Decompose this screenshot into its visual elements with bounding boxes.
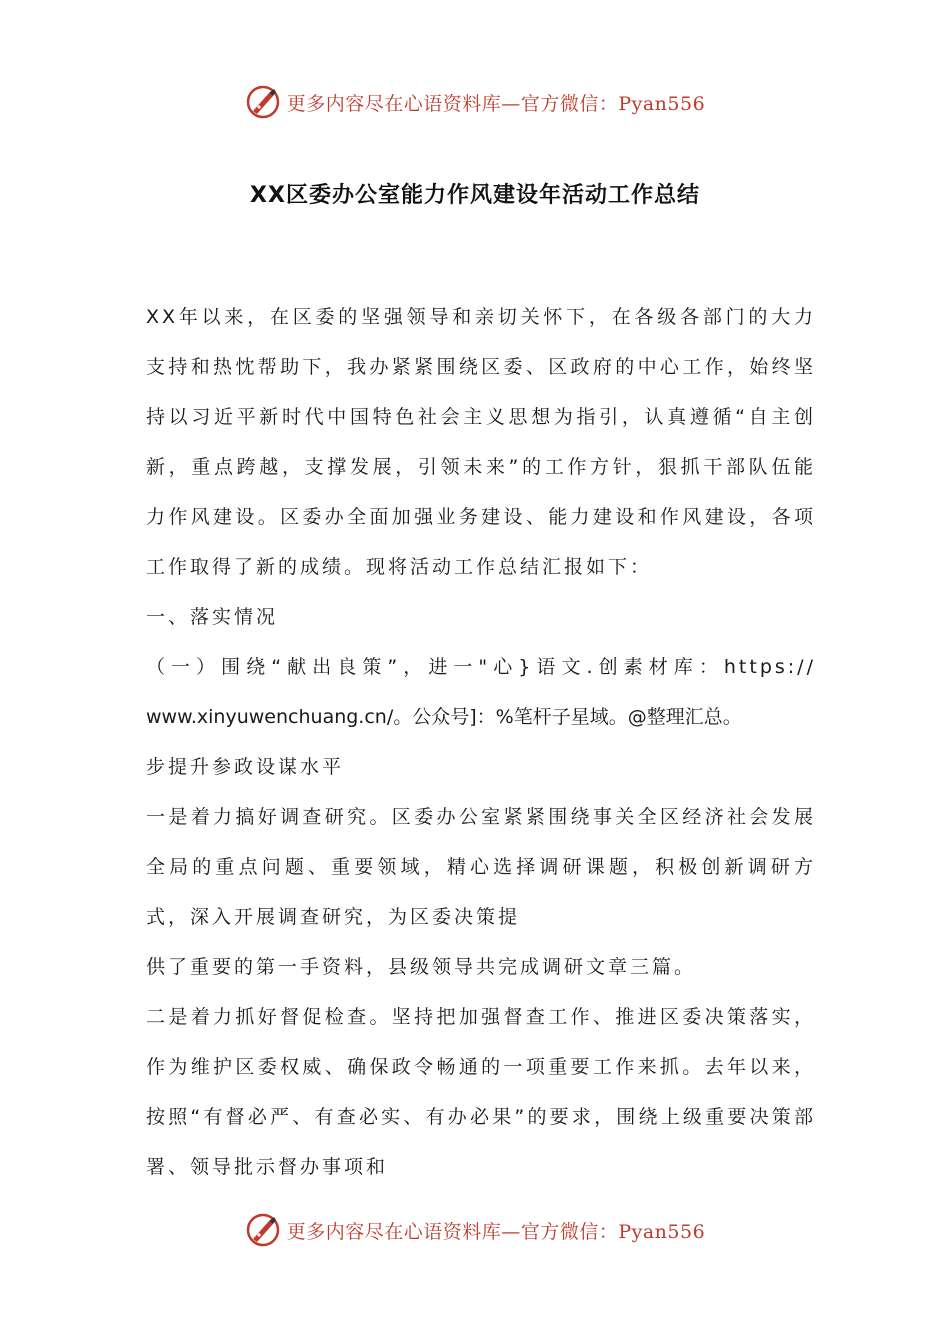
banner-text: 更多内容尽在心语资料库—官方微信：Pyan556 xyxy=(286,1220,706,1243)
section-heading: 一、落实情况 xyxy=(146,606,279,628)
document-title: XX区委办公室能力作风建设年活动工作总结 xyxy=(250,183,700,208)
header-banner xyxy=(0,80,950,124)
document-body xyxy=(146,292,816,1192)
paragraph-intro: XX年以来，在区委的坚强领导和亲切关怀下，在各级各部门的大力支持和热忱帮助下，我办紧紧围绕区委、区政府的中心工作，始终坚持以习近平新时代中国特色社会主义思想为指引，认真遵循“自主创新，重点跨越，支撑发展，引领未来”的工作方针，狠抓干部队伍能力作风建设。区委办全面加强业务建设、能力建设和作风建设，各项工作取得了新的成绩。现将活动工作总结汇报如下： xyxy=(146,306,816,578)
subsection-heading-part1: （一）围绕“献出良策”，进一"心}语文.创素材库：https:// xyxy=(146,656,816,678)
watermark-source-line: www.xinyuwenchuang.cn/。公众号]：%笔杆子星域。@整理汇总。 xyxy=(146,706,742,728)
paragraph-research: 一是着力搞好调查研究。区委办公室紧紧围绕事关全区经济社会发展全局的重点问题、重要领域，精心选择调研课题，积极创新调研方式，深入开展调查研究，为区委决策提 xyxy=(146,806,816,928)
footer-banner xyxy=(0,1208,950,1252)
subsection-heading-part2: 步提升参政设谋水平 xyxy=(146,756,345,778)
pen-nib-logo-icon xyxy=(245,84,281,120)
pen-nib-logo-icon xyxy=(245,1212,281,1248)
banner-text: 更多内容尽在心语资料库—官方微信：Pyan556 xyxy=(286,92,706,115)
paragraph-research-cont: 供了重要的第一手资料，县级领导共完成调研文章三篇。 xyxy=(146,956,697,978)
paragraph-supervision: 二是着力抓好督促检查。坚持把加强督查工作、推进区委决策落实，作为维护区委权威、确保政令畅通的一项重要工作来抓。去年以来，按照“有督必严、有查必实、有办必果”的要求，围绕上级重要决策部署、领导批示督办事项和 xyxy=(146,1006,816,1178)
